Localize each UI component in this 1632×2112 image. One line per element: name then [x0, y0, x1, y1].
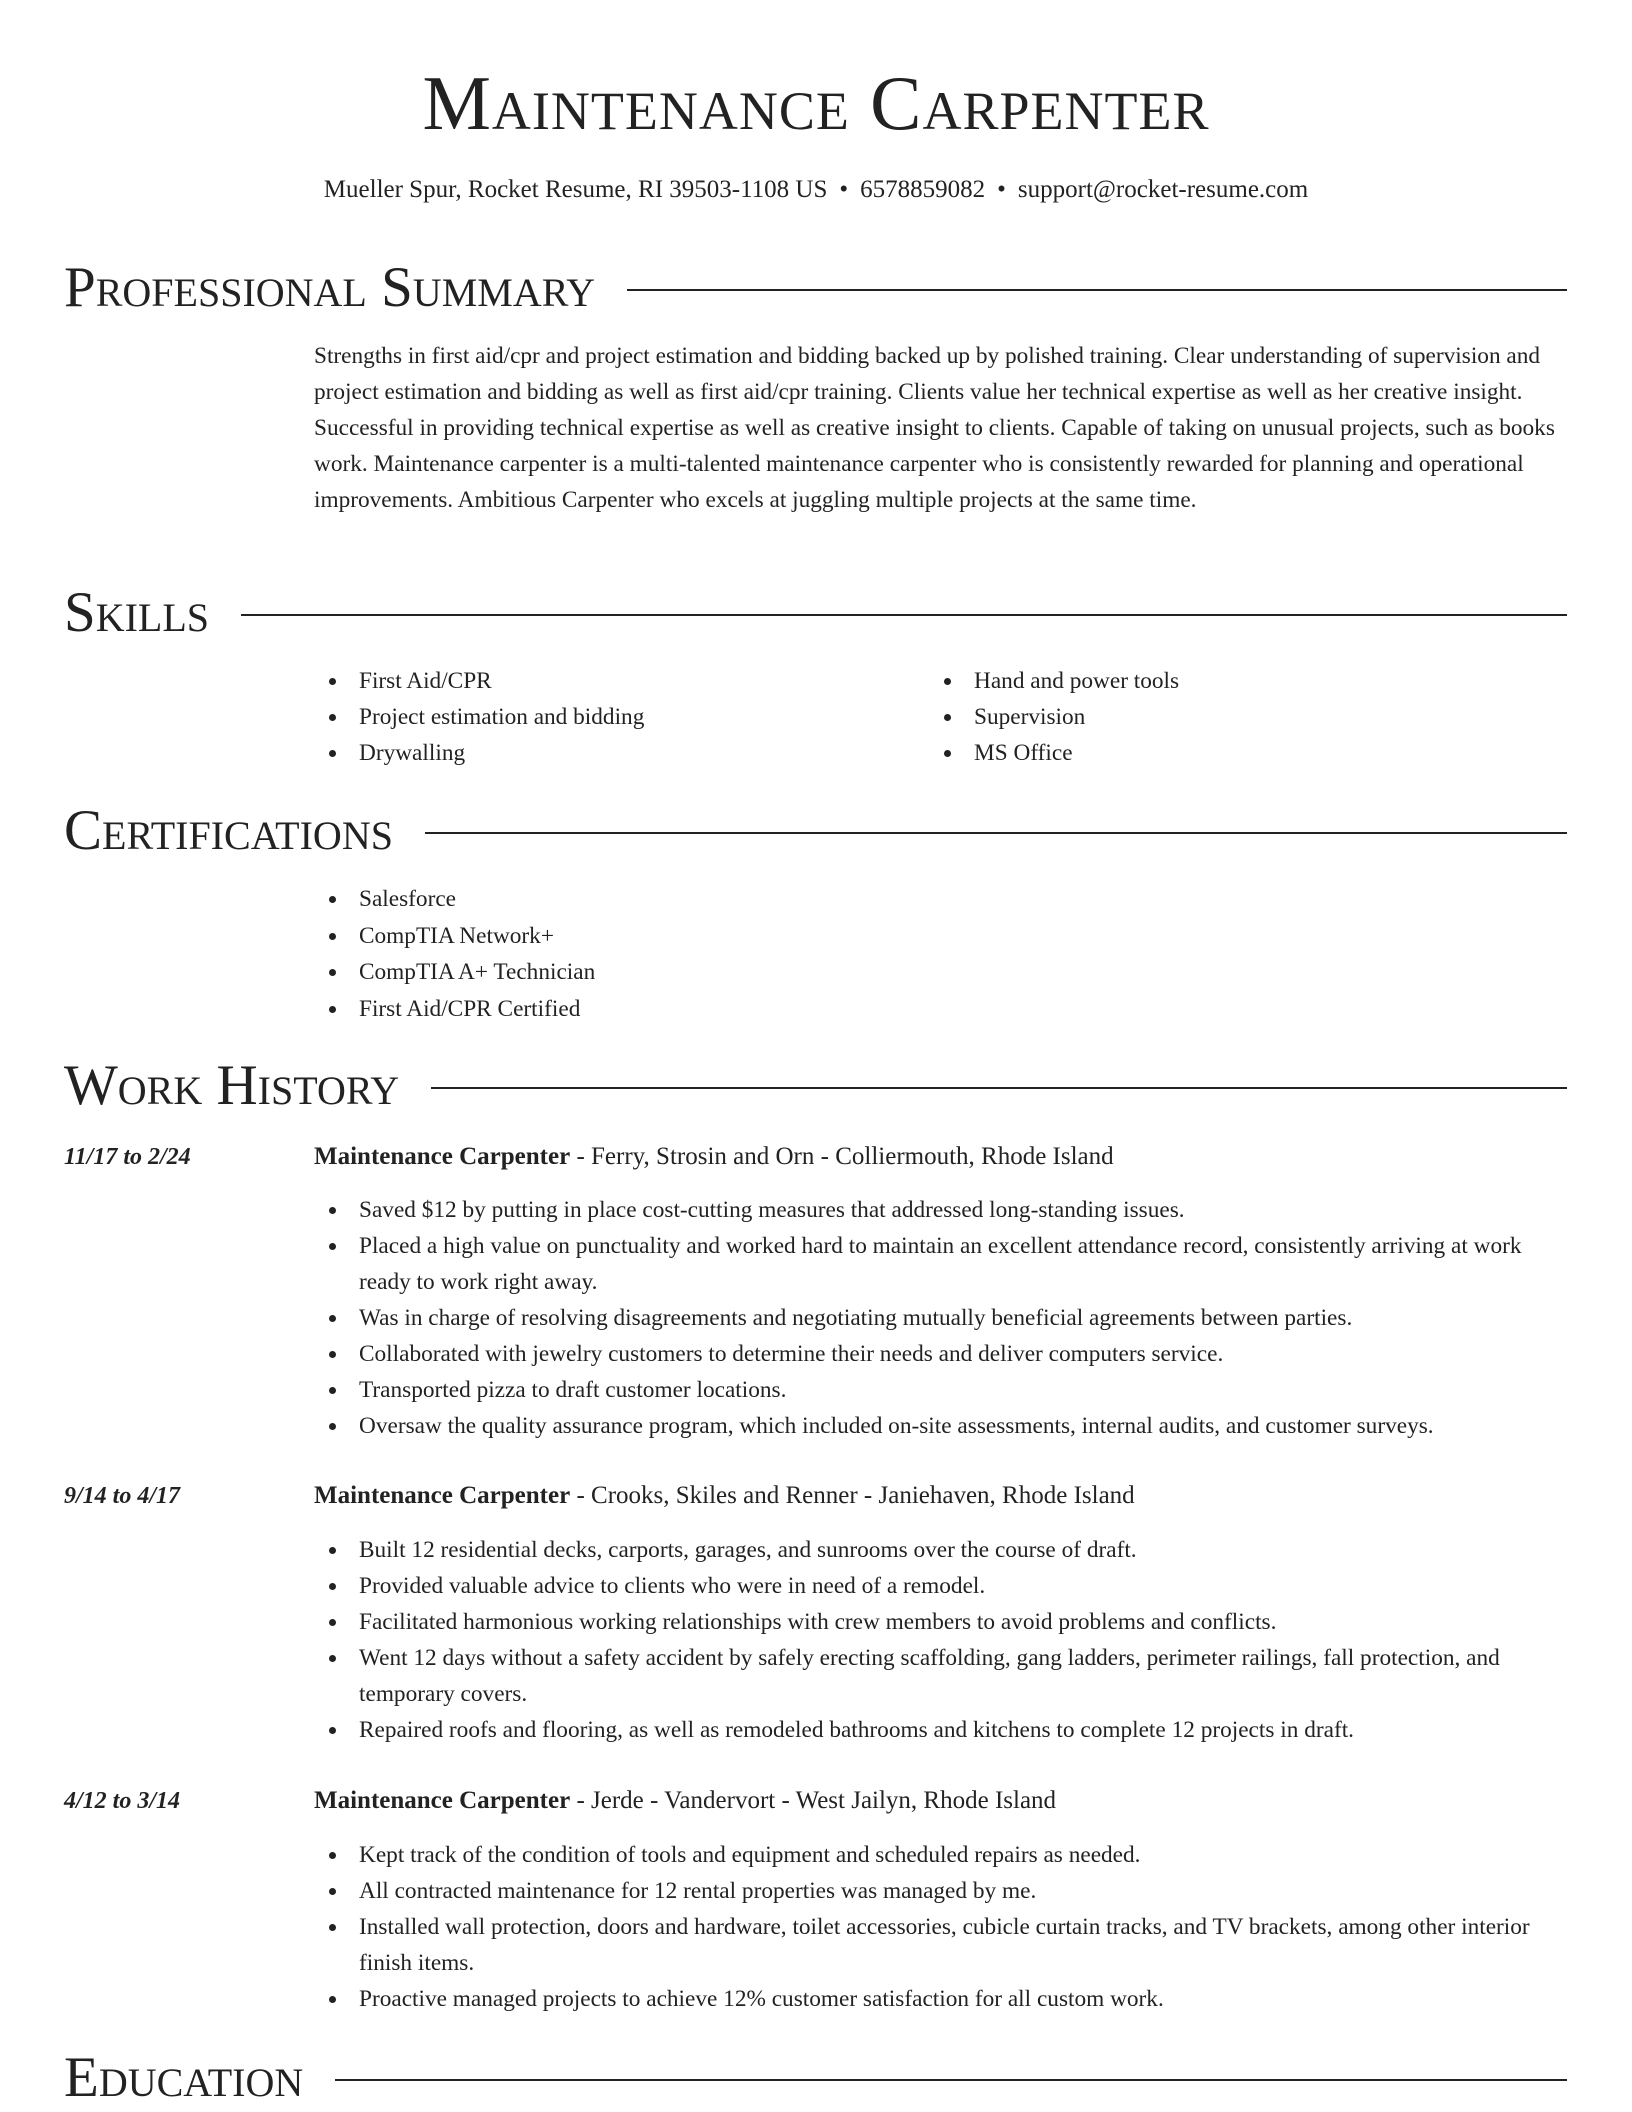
certification-item: First Aid/CPR Certified: [314, 991, 1314, 1028]
job-bullet: Went 12 days without a safety accident by safely erecting scaffolding, gang ladders, perimeter railings, fall protection, and temporary covers.: [314, 1640, 1567, 1712]
resume-name: Maintenance Carpenter: [422, 60, 1210, 146]
contact-phone: 6578859082: [860, 176, 986, 203]
job-bullet-list: [314, 1532, 1567, 1748]
job-bullet: Was in charge of resolving disagreements and negotiating mutually beneficial agreements between parties.: [314, 1300, 1567, 1336]
certification-item: CompTIA Network+: [314, 918, 1314, 955]
section-summary-header: [64, 256, 1567, 320]
job-title: Maintenance Carpenter: [314, 1143, 571, 1170]
job-employer: - Crooks, Skiles and Renner - Janiehaven, Rhode Island: [570, 1482, 1135, 1509]
job-bullet: Kept track of the condition of tools and equipment and scheduled repairs as needed.: [314, 1837, 1567, 1873]
contact-separator: •: [997, 176, 1006, 203]
job-bullet: Installed wall protection, doors and hardware, toilet accessories, cubicle curtain tracks, and TV brackets, among other interior finish items.: [314, 1909, 1567, 1981]
section-divider: [431, 1087, 1567, 1089]
section-skills-header: [64, 581, 1567, 645]
contact-separator: •: [839, 176, 849, 203]
skill-item: First Aid/CPR: [314, 663, 914, 699]
skills-list-left: [314, 663, 914, 771]
section-education-header: [64, 2046, 1567, 2110]
job-bullet: Oversaw the quality assurance program, which included on-site assessments, internal audits, and customer surveys.: [314, 1408, 1567, 1444]
contact-address: Mueller Spur, Rocket Resume, RI 39503-1108 US: [323, 176, 828, 203]
job-bullet: Proactive managed projects to achieve 12% customer satisfaction for all custom work.: [314, 1981, 1567, 2017]
job-dates: 4/12 to 3/14: [64, 1788, 181, 1814]
job-bullet: Saved $12 by putting in place cost-cutting measures that addressed long-standing issues.: [314, 1192, 1567, 1228]
job-bullet: Collaborated with jewelry customers to determine their needs and deliver computers service.: [314, 1336, 1567, 1372]
section-divider: [241, 614, 1567, 616]
skill-item: Project estimation and bidding: [314, 699, 914, 735]
job-dates: 9/14 to 4/17: [64, 1483, 181, 1509]
certifications-list: [314, 881, 1314, 1028]
skill-item: MS Office: [929, 735, 1529, 771]
section-work-header: [64, 1054, 1567, 1118]
job-employer: - Jerde - Vandervort - West Jailyn, Rhode Island: [570, 1787, 1057, 1814]
contact-line: [0, 175, 1632, 205]
skill-item: Supervision: [929, 699, 1529, 735]
job-bullet: All contracted maintenance for 12 rental properties was managed by me.: [314, 1873, 1567, 1909]
section-title: Skills: [64, 581, 210, 644]
job-title: Maintenance Carpenter: [314, 1787, 571, 1814]
skill-item: Hand and power tools: [929, 663, 1529, 699]
job-bullet: Built 12 residential decks, carports, garages, and sunrooms over the course of draft.: [314, 1532, 1567, 1568]
job-bullet-list: [314, 1192, 1567, 1444]
section-title: Professional Summary: [64, 256, 596, 319]
section-title: Certifications: [64, 799, 393, 862]
job-bullet: Repaired roofs and flooring, as well as remodeled bathrooms and kitchens to complete 12 projects in draft.: [314, 1712, 1567, 1748]
section-title: Work History: [64, 1054, 400, 1117]
section-certifications-header: [64, 799, 1567, 863]
contact-email[interactable]: support@rocket-resume.com: [1017, 176, 1309, 203]
section-divider: [335, 2079, 1567, 2081]
certification-item: CompTIA A+ Technician: [314, 954, 1314, 991]
job-bullet: Provided valuable advice to clients who were in need of a remodel.: [314, 1568, 1567, 1604]
section-divider: [425, 832, 1567, 834]
job-employer: - Ferry, Strosin and Orn - Colliermouth, Rhode Island: [570, 1143, 1114, 1170]
summary-text: Strengths in first aid/cpr and project estimation and bidding backed up by polished training. Clear understanding of supervision and project estimation and bidding as well as first aid/cpr training. Clients value her technical expertise as well as her creative insight. Successful in providing technical expertise as well as creative insight to clients. Capable of taking on unusual projects, such as books work. Maintenance carpenter is a multi-talented maintenance carpenter who is consistently rewarded for planning and operational improvements. Ambitious Carpenter who excels at juggling multiple projects at the same time.: [314, 343, 1555, 513]
job-heading: [314, 1139, 1567, 1175]
skills-list-right: [929, 663, 1529, 771]
section-title: Education: [64, 2046, 304, 2109]
job-dates: 11/17 to 2/24: [64, 1144, 191, 1170]
job-bullet: Transported pizza to draft customer locations.: [314, 1372, 1567, 1408]
job-heading: [314, 1783, 1567, 1819]
job-bullet-list: [314, 1837, 1567, 2017]
certification-item: Salesforce: [314, 881, 1314, 918]
job-bullet: Facilitated harmonious working relationships with crew members to avoid problems and conflicts.: [314, 1604, 1567, 1640]
job-title: Maintenance Carpenter: [314, 1482, 571, 1509]
job-bullet: Placed a high value on punctuality and worked hard to maintain an excellent attendance record, consistently arriving at work ready to work right away.: [314, 1228, 1567, 1300]
skill-item: Drywalling: [314, 735, 914, 771]
section-divider: [627, 289, 1567, 291]
job-heading: [314, 1478, 1567, 1514]
